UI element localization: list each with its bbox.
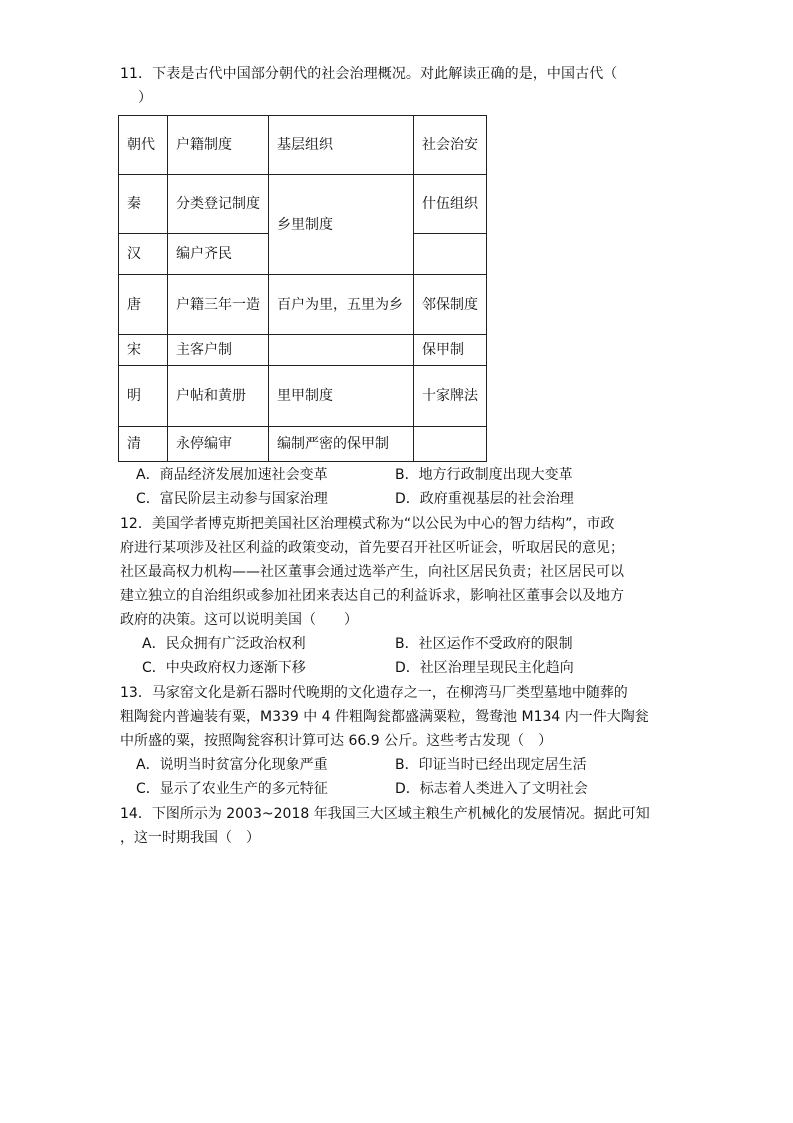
cell-dynasty: 唐	[119, 275, 168, 335]
cell-security: 保甲制	[414, 335, 487, 366]
cell-grassroots: 里甲制度	[269, 366, 414, 427]
q13-option-c[interactable]: C．显示了农业生产的多元特征	[136, 781, 328, 797]
cell-grassroots	[269, 335, 414, 366]
cell-household: 主客户制	[168, 335, 269, 366]
q11-option-b[interactable]: B．地方行政制度出现大变革	[395, 467, 573, 483]
cell-grassroots: 乡里制度	[269, 175, 414, 275]
table-header-row	[119, 116, 487, 175]
q12-option-a[interactable]: A．民众拥有广泛政治权利	[142, 636, 306, 652]
q12-option-c[interactable]: C．中央政府权力逐渐下移	[142, 660, 306, 676]
cell-household: 分类登记制度	[168, 175, 269, 234]
q12-stem-line5: 政府的决策。这可以说明美国（ ）	[120, 612, 358, 628]
cell-dynasty: 宋	[119, 335, 168, 366]
q12-stem-line2: 府进行某项涉及社区利益的政策变动，首先要召开社区听证会，听取居民的意见；	[120, 540, 624, 556]
cell-household: 户帖和黄册	[168, 366, 269, 427]
header-grassroots: 基层组织	[269, 116, 414, 175]
cell-security: 什伍组织	[414, 175, 487, 234]
cell-dynasty: 秦	[119, 175, 168, 234]
q11-option-a[interactable]: A．商品经济发展加速社会变革	[136, 467, 328, 483]
cell-security: 十家牌法	[414, 366, 487, 427]
q13-option-a[interactable]: A．说明当时贫富分化现象严重	[136, 757, 328, 773]
q14-stem-line1: 14．下图所示为 2003~2018 年我国三大区域主粮生产机械化的发展情况。据此可知	[120, 806, 650, 822]
q13-option-d[interactable]: D．标志着人类进入了文明社会	[395, 781, 588, 797]
table-row	[119, 335, 487, 366]
q13-stem-line1: 13．马家窑文化是新石器时代晚期的文化遗存之一，在柳湾马厂类型墓地中随葬的	[120, 685, 628, 701]
q13-stem-line3: 中所盛的粟，按照陶瓮容积计算可达 66.9 公斤。这些考古发现（ ）	[120, 733, 553, 749]
header-dynasty: 朝代	[119, 116, 168, 175]
header-household: 户籍制度	[168, 116, 269, 175]
cell-household: 编户齐民	[168, 234, 269, 275]
table-row	[119, 427, 487, 462]
table-row	[119, 175, 487, 234]
q11-governance-table	[118, 115, 487, 462]
cell-household: 永停编审	[168, 427, 269, 462]
table-row	[119, 275, 487, 335]
cell-security	[414, 234, 487, 275]
q11-stem-line2: ）	[138, 90, 152, 106]
header-security: 社会治安	[414, 116, 487, 175]
q12-option-b[interactable]: B．社区运作不受政府的限制	[395, 636, 573, 652]
cell-household: 户籍三年一造	[168, 275, 269, 335]
cell-security	[414, 427, 487, 462]
q13-option-b[interactable]: B．印证当时已经出现定居生活	[395, 757, 587, 773]
q11-option-c[interactable]: C．富民阶层主动参与国家治理	[136, 491, 328, 507]
q13-stem-line2: 粗陶瓮内普遍装有粟，M339 中 4 件粗陶瓮都盛满粟粒，鸳鸯池 M134 内一件大陶瓮	[120, 709, 649, 725]
q12-stem-line1: 12．美国学者博克斯把美国社区治理模式称为“以公民为中心的智力结构”，市政	[120, 516, 615, 532]
cell-dynasty: 明	[119, 366, 168, 427]
cell-grassroots: 编制严密的保甲制	[269, 427, 414, 462]
cell-security: 邻保制度	[414, 275, 487, 335]
q14-stem-line2: ，这一时期我国（ ）	[120, 830, 260, 846]
cell-dynasty: 清	[119, 427, 168, 462]
cell-grassroots: 百户为里，五里为乡	[269, 275, 414, 335]
cell-dynasty: 汉	[119, 234, 168, 275]
q11-option-d[interactable]: D．政府重视基层的社会治理	[395, 491, 574, 507]
q12-option-d[interactable]: D．社区治理呈现民主化趋向	[395, 660, 574, 676]
table-row	[119, 366, 487, 427]
q12-stem-line3: 社区最高权力机构——社区董事会通过选举产生，向社区居民负责；社区居民可以	[120, 564, 624, 580]
q11-stem-line1: 11．下表是古代中国部分朝代的社会治理概况。对此解读正确的是，中国古代（	[120, 66, 618, 82]
q12-stem-line4: 建立独立的自治组织或参加社团来表达自己的利益诉求，影响社区董事会以及地方	[120, 588, 624, 604]
